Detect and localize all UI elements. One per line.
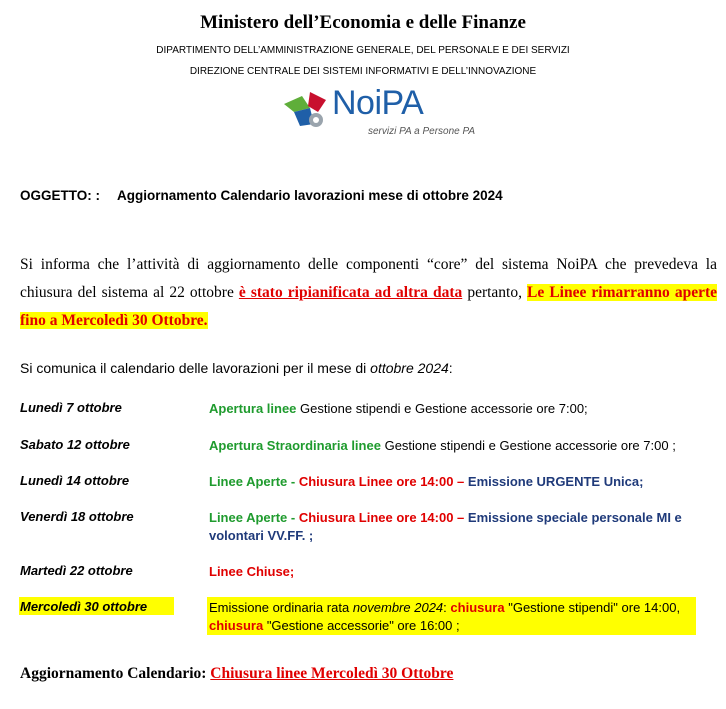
- logo-wordmark: NoiPA: [332, 84, 424, 122]
- calendar-date: Mercoledì 30 ottobre: [20, 599, 148, 614]
- desc-status: Linee Aperte -: [209, 510, 296, 525]
- calendar-desc: [209, 473, 699, 491]
- calendar-date: Sabato 12 ottobre: [20, 437, 130, 452]
- notice-part1: Si informa che l’attività di aggiornamento delle componenti “core” del sistema NoiPA che prevedeva la chiusura del sistema al 22 ottobre: [20, 256, 717, 301]
- calendar-desc: [209, 509, 699, 545]
- direction-line: DIREZIONE CENTRALE DEI SISTEMI INFORMATIVI E DELL’INNOVAZIONE: [189, 66, 537, 77]
- noipa-logo-mark-icon: [280, 86, 336, 142]
- desc-detail: Gestione stipendi e Gestione accessorie ore 7:00;: [300, 401, 588, 416]
- notice-paragraph: [20, 251, 717, 335]
- desc-detail: "Gestione stipendi" ore 14:00,: [508, 600, 681, 615]
- intro-text: Si comunica il calendario delle lavorazioni per il mese di: [20, 360, 367, 376]
- noipa-logo: [280, 84, 476, 142]
- desc-closing: chiusura: [450, 600, 505, 615]
- calendar-update-footer: [20, 665, 453, 683]
- desc-emission: Emissione speciale personale MI e volontari VV.FF. ;: [209, 510, 682, 543]
- calendar-date: Lunedì 7 ottobre: [20, 400, 122, 415]
- desc-status: Apertura Straordinaria linee: [209, 438, 381, 453]
- desc-emission: Emissione URGENTE Unica;: [467, 474, 644, 489]
- desc-detail: Gestione stipendi e Gestione accessorie ore 7:00 ;: [384, 438, 676, 453]
- calendar-desc: [209, 563, 699, 581]
- subject-label: OGGETTO:: [20, 188, 92, 203]
- footer-label: Aggiornamento Calendario:: [20, 665, 207, 682]
- desc-colon: :: [443, 600, 447, 615]
- logo-tagline: servizi PA a Persone PA: [368, 126, 476, 137]
- notice-highlight: Le Linee rimarranno aperte fino a Mercoledì 30 Ottobre.: [20, 284, 717, 329]
- desc-status: Linee Aperte -: [209, 474, 296, 489]
- ministry-title: Ministero dell’Economia e delle Finanze: [200, 12, 526, 33]
- calendar-date: Martedì 22 ottobre: [20, 563, 133, 578]
- notice-rescheduled: è stato ripianificata ad altra data: [238, 284, 463, 301]
- desc-status: Linee Chiuse;: [209, 564, 295, 579]
- desc-closing: Chiusura Linee ore 14:00 –: [298, 510, 465, 525]
- calendar-desc: [209, 400, 699, 418]
- calendar-desc: [209, 437, 699, 455]
- calendar-desc: [209, 599, 699, 635]
- calendar-date: Venerdì 18 ottobre: [20, 509, 134, 524]
- intro-period: ottobre 2024: [370, 360, 449, 376]
- footer-value: Chiusura linee Mercoledì 30 Ottobre: [210, 665, 454, 682]
- desc-text: Emissione ordinaria rata: [209, 600, 350, 615]
- notice-part3: pertanto,: [467, 284, 522, 301]
- calendar-date: Lunedì 14 ottobre: [20, 473, 130, 488]
- subject-text: Aggiornamento Calendario lavorazioni mese di ottobre 2024: [117, 188, 503, 203]
- calendar-intro: [20, 360, 453, 376]
- desc-detail: "Gestione accessorie" ore 16:00 ;: [266, 618, 460, 633]
- desc-closing: Chiusura Linee ore 14:00 –: [298, 474, 465, 489]
- intro-end: :: [448, 360, 453, 376]
- subject-line: [20, 188, 503, 203]
- desc-status: Apertura linee: [209, 401, 297, 416]
- desc-rate: novembre 2024: [352, 600, 444, 615]
- desc-closing: chiusura: [209, 618, 264, 633]
- subject-colon: :: [95, 188, 101, 203]
- department-line: DIPARTIMENTO DELL’AMMINISTRAZIONE GENERALE, DEL PERSONALE E DEI SERVIZI: [156, 45, 570, 56]
